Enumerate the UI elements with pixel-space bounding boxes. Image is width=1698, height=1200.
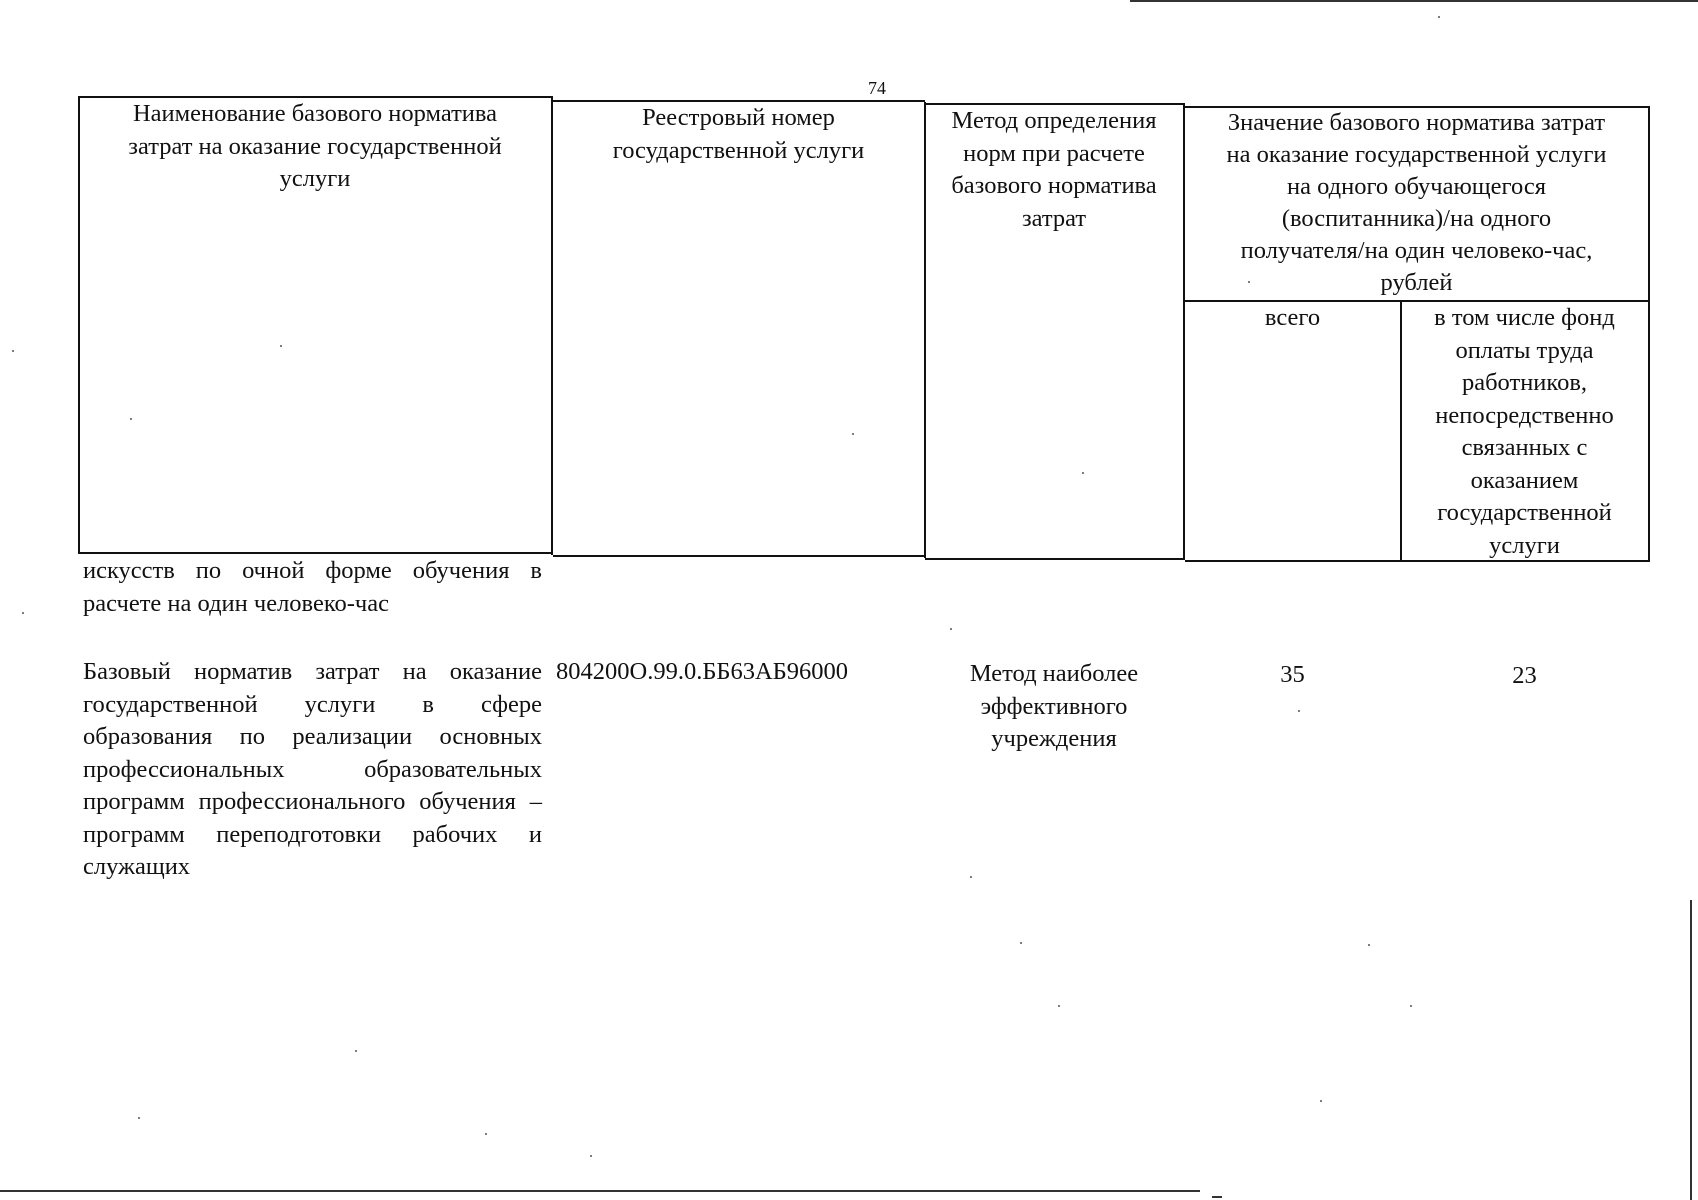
header-value: Значение базового норматива затрат на оказание государственной услуги на одного обучающегося (воспитанника)/на одного получателя/на один человеко-час, рублей bbox=[1226, 109, 1607, 296]
header-method: Метод определения норм при расчете базового норматива затрат bbox=[951, 107, 1157, 232]
scan-speck bbox=[22, 612, 24, 614]
scan-speck bbox=[280, 345, 282, 347]
scan-edge-line bbox=[1690, 900, 1692, 1200]
row-wage-fund: 23 bbox=[1512, 662, 1537, 689]
row-registry-number: 804200О.99.0.ББ63АБ96000 bbox=[556, 658, 848, 685]
scan-speck bbox=[1082, 472, 1084, 474]
header-total: всего bbox=[1264, 304, 1321, 331]
scan-speck bbox=[1058, 1005, 1060, 1007]
scan-speck bbox=[1320, 1100, 1322, 1102]
scan-edge-line bbox=[1130, 0, 1698, 2]
scan-speck bbox=[1438, 16, 1440, 18]
scan-speck bbox=[1298, 710, 1300, 712]
row-method: Метод наиболее эффективного учреждения bbox=[969, 660, 1139, 752]
row-name: Базовый норматив затрат на оказание государственной услуги в сфере образования по реализации основных профессиональных образовательных программ профессионального обучения – программ переподготовки рабочих и служащих bbox=[83, 658, 542, 880]
scan-speck bbox=[12, 350, 14, 352]
page-number: 74 bbox=[868, 78, 886, 98]
row-total: 35 bbox=[1280, 661, 1305, 688]
scan-speck bbox=[138, 1117, 140, 1119]
scan-speck bbox=[130, 418, 132, 420]
scan-speck bbox=[355, 1050, 357, 1052]
header-wage-fund: в том числе фонд оплаты труда работников, непосредственно связанных с оказанием государственной услуги bbox=[1434, 304, 1615, 559]
scan-speck bbox=[950, 628, 952, 630]
scan-speck bbox=[485, 1133, 487, 1135]
scan-speck bbox=[590, 1155, 592, 1157]
scan-speck bbox=[1410, 1005, 1412, 1007]
header-name: Наименование базового норматива затрат на оказание государственной услуги bbox=[128, 100, 502, 192]
scan-edge-line bbox=[0, 1190, 1200, 1192]
scan-edge-line bbox=[1212, 1196, 1222, 1198]
scan-speck bbox=[1020, 942, 1022, 944]
header-registry-number: Реестровый номер государственной услуги bbox=[612, 104, 865, 164]
continuation-text: искусств по очной форме обучения в расчете на один человеко-час bbox=[83, 557, 542, 617]
scan-speck bbox=[970, 876, 972, 878]
scan-speck bbox=[1368, 944, 1370, 946]
scan-speck bbox=[852, 433, 854, 435]
